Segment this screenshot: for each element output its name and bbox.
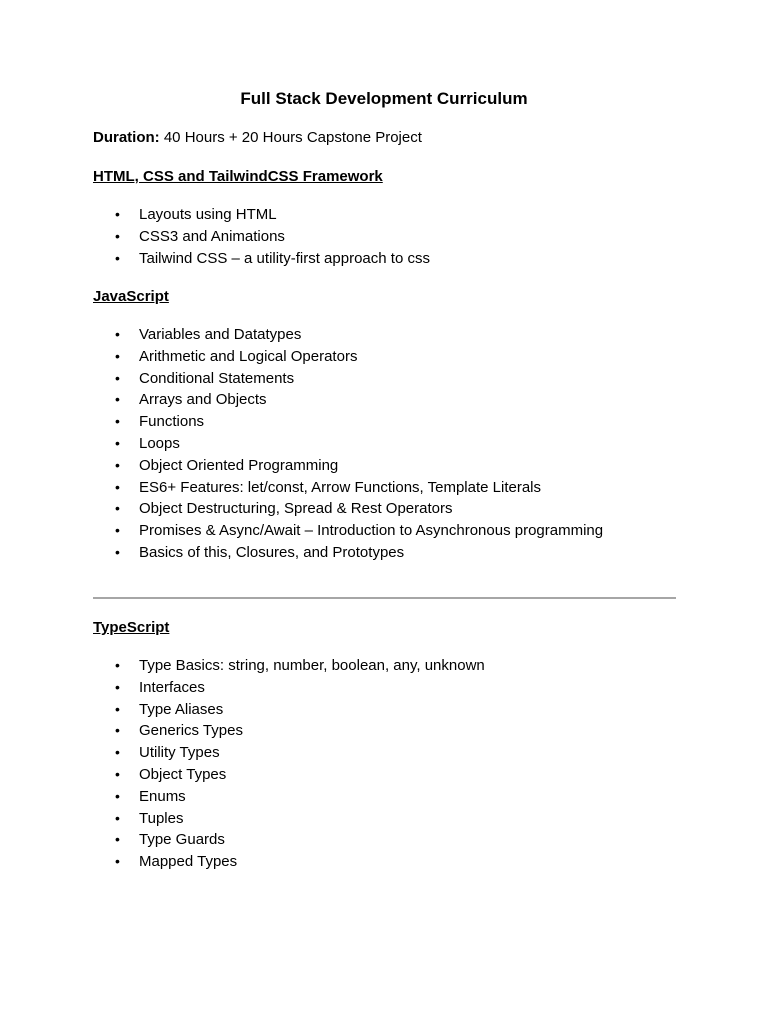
bullet-icon: •: [115, 326, 120, 342]
list-item: [93, 542, 603, 564]
list-item-text: Type Basics: string, number, boolean, any, unknown: [139, 657, 485, 674]
list-item-text: Generics Types: [139, 722, 243, 740]
list-item-text: Functions: [139, 413, 205, 431]
bullet-icon: •: [115, 206, 120, 222]
list-item-text: Type Guards: [139, 831, 225, 849]
list-item: [93, 204, 430, 226]
list-item-text: Promises & Async/Await – Introduction to Asynchronous programming: [139, 522, 604, 540]
list-item: [93, 411, 603, 433]
bullet-icon: •: [115, 456, 120, 473]
list-item: [93, 455, 603, 477]
list-item: [93, 851, 485, 873]
list-item: [93, 324, 603, 346]
list-item: [93, 655, 485, 677]
bullet-icon: •: [115, 657, 120, 673]
list-item-text: Basics of this, Closures, and Prototypes: [139, 543, 405, 561]
list-item-text: Utility Types: [139, 744, 220, 762]
list-item-text: Arrays and Objects: [139, 391, 267, 409]
horizontal-divider: [93, 597, 676, 599]
bullet-icon: •: [115, 787, 120, 804]
list-item-text: Object Types: [139, 765, 227, 783]
list-item-text: ES6+ Features: let/const, Arrow Functions, Template Literals: [139, 478, 541, 496]
list-item: [93, 786, 485, 808]
list-item-text: Tailwind CSS – a utility-first approach to css: [139, 249, 430, 267]
bullet-icon: •: [115, 413, 120, 430]
list-item: [93, 677, 485, 699]
section-list-html-css: [93, 204, 430, 269]
list-item: [93, 720, 485, 742]
list-item: [93, 226, 430, 248]
list-item-text: Variables and Datatypes: [139, 326, 302, 343]
list-item-text: Conditional Statements: [139, 369, 295, 387]
bullet-icon: •: [115, 347, 120, 364]
bullet-icon: •: [115, 700, 120, 717]
bullet-icon: •: [115, 678, 120, 695]
section-heading-html-css: HTML, CSS and TailwindCSS Framework: [93, 168, 383, 185]
list-item: [93, 829, 485, 851]
bullet-icon: •: [115, 809, 120, 826]
list-item: [93, 498, 603, 520]
bullet-icon: •: [115, 543, 120, 560]
list-item-text: Mapped Types: [139, 853, 238, 871]
bullet-icon: •: [115, 249, 120, 266]
list-item-text: Layouts using HTML: [139, 206, 277, 223]
bullet-icon: •: [115, 831, 120, 848]
bullet-icon: •: [115, 522, 120, 539]
bullet-icon: •: [115, 478, 120, 495]
list-item-text: Loops: [139, 434, 180, 452]
list-item-text: CSS3 and Animations: [139, 227, 285, 245]
bullet-icon: •: [115, 722, 120, 739]
duration-line: [93, 128, 422, 148]
list-item-text: Tuples: [139, 809, 184, 827]
list-item-text: Object Destructuring, Spread & Rest Operators: [139, 500, 453, 518]
list-item: [93, 477, 603, 499]
list-item: [93, 248, 430, 270]
bullet-icon: •: [115, 434, 120, 451]
duration-label: Duration:: [93, 129, 160, 146]
list-item-text: Interfaces: [139, 678, 205, 696]
bullet-icon: •: [115, 744, 120, 761]
list-item: [93, 764, 485, 786]
list-item: [93, 368, 603, 390]
document-title: Full Stack Development Curriculum: [240, 89, 528, 108]
section-heading-javascript: JavaScript: [93, 288, 169, 305]
list-item: [93, 742, 485, 764]
list-item-text: Enums: [139, 787, 186, 805]
list-item: [93, 520, 603, 542]
duration-value: 40 Hours + 20 Hours Capstone Project: [159, 129, 422, 146]
list-item-text: Object Oriented Programming: [139, 456, 339, 474]
section-list-javascript: [93, 324, 603, 564]
list-item: [93, 699, 485, 721]
section-heading-typescript: TypeScript: [93, 619, 170, 636]
bullet-icon: •: [115, 500, 120, 517]
list-item: [93, 389, 603, 411]
list-item: [93, 346, 603, 368]
bullet-icon: •: [115, 853, 120, 870]
list-item-text: Type Aliases: [139, 700, 224, 718]
bullet-icon: •: [115, 227, 120, 244]
bullet-icon: •: [115, 765, 120, 782]
list-item: [93, 433, 603, 455]
bullet-icon: •: [115, 369, 120, 386]
section-list-typescript: [93, 655, 485, 873]
list-item: [93, 808, 485, 830]
bullet-icon: •: [115, 391, 120, 408]
list-item-text: Arithmetic and Logical Operators: [139, 347, 358, 365]
